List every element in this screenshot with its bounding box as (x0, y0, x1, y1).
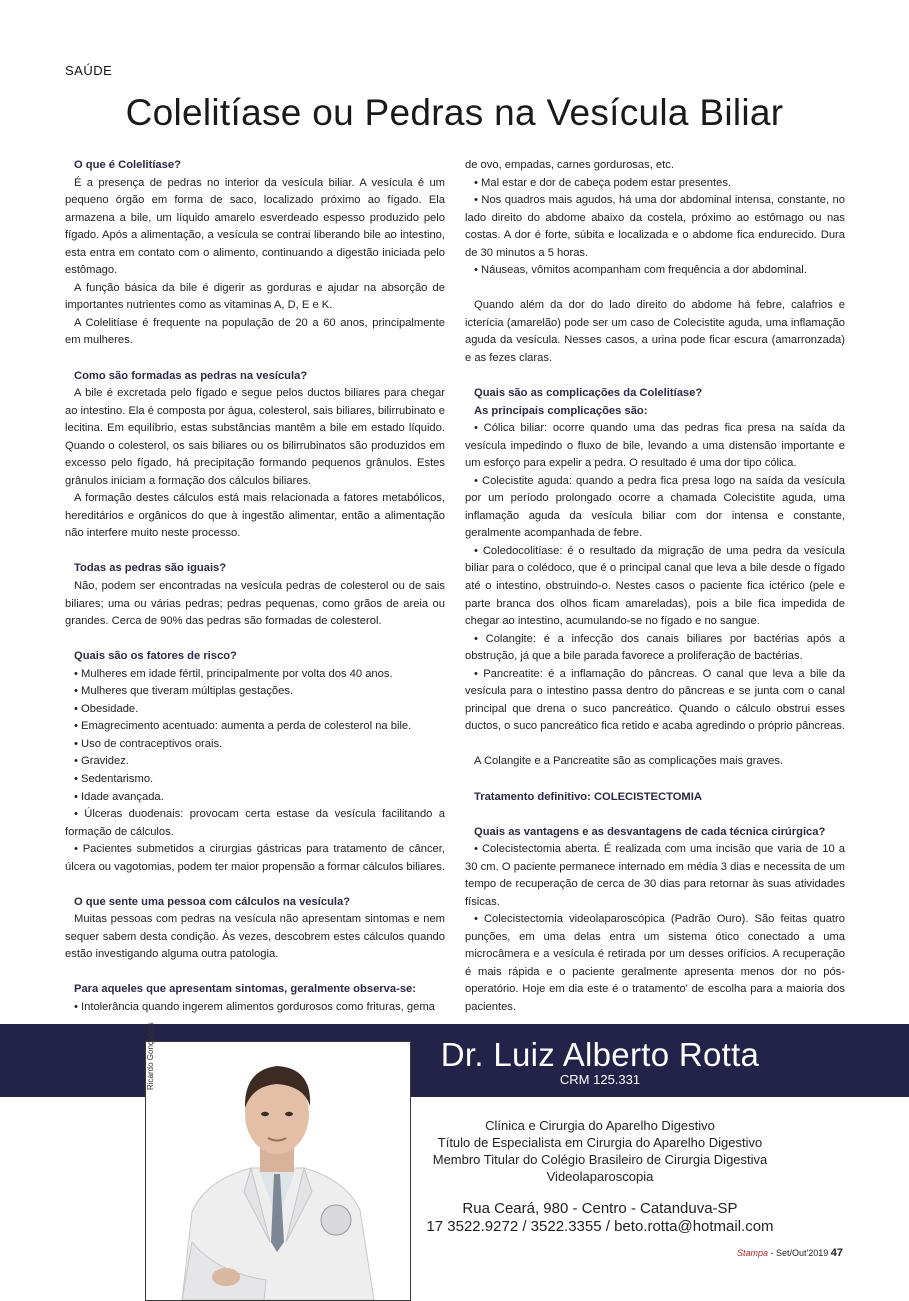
bullet-item: • Mulheres em idade fértil, principalmente por volta dos 40 anos. (74, 667, 393, 680)
doctor-portrait-illustration (146, 1042, 410, 1300)
paragraph: Não, podem ser encontradas na vesícula pedras de colesterol ou de sais biliares; uma ou várias pedras; pedras pequenas, como grãos de areia ou grandes. Cerca de 90% das pedras são formadas de colesterol. (65, 580, 445, 628)
paragraph: É a presença de pedras no interior da vesícula biliar. A vesícula é um pequeno órgão em forma de saco, localizado próximo ao fígado. Ela armazena a bile, um líquido amarelo esverdeado espesso produzido pelo fígado. Após a alimentação, a vesícula se contrai liberando bile ao intestino, esta entra em contato com o alimento, continuando a digestão iniciada pelo estômago. (65, 176, 445, 277)
bullet-item: • Uso de contraceptivos orais. (74, 737, 223, 750)
doctor-specialties (425, 1117, 775, 1185)
paragraph: A Colelitíase é frequente na população de 20 a 60 anos, principalmente em mulheres. (65, 316, 445, 347)
phone-email: 17 3522.9272 / 3522.3355 / beto.rotta@hotmail.com (426, 1218, 774, 1235)
heading-symptoms: O que sente uma pessoa com cálculos na vesícula? (74, 895, 351, 908)
bullet-item: • Pancreatite: é a inflamação do pâncreas. O canal que leva a bile da vesícula para o intestino passa dentro do pâncreas e se junta com o canal principal que drena o suco pancreático. Quando o cálculo obstrui esses ductos, o suco pancreático fica retido e acaba agredindo o próprio pâncreas. (465, 667, 845, 733)
doctor-crm: CRM 125.331 (559, 1072, 641, 1087)
paragraph: A bile é excretada pelo fígado e segue pelos ductos biliares para chegar ao intestino. Ela é composta por água, colesterol, sais biliares, bilirrubinato e lecitina. Em equilíbrio, estas substâncias mantêm a bile em estado líquido. Quando o colesterol, os sais biliares ou os bilirrubinatos são produzidos em excesso pelo fígado, há precipitação formando pequenos grânulos. Estes grânulos iniciam a formação dos cálculos biliares. (65, 387, 445, 487)
paragraph: Quando além da dor do lado direito do abdome há febre, calafrios e icterícia (amarelão) pode ser um caso de Colecistite aguda, uma inflamação aguda da vesícula. Nesses casos, a urina pode ficar escura (amarronzada) e as fezes claras. (465, 299, 845, 364)
bullet-item: • Pacientes submetidos a cirurgias gástricas para tratamento de câncer, úlcera ou vagotomias, podem ter maior propensão a formar cálculos biliares. (65, 843, 445, 873)
specialty-line: Clínica e Cirurgia do Aparelho Digestivo (485, 1118, 715, 1133)
bullet-item: • Colecistectomia aberta. É realizada com uma incisão que varia de 10 a 30 cm. O paciente permanece internado em média 3 dias e necessita de um tempo de recuperação de cerca de 30 dias para retornar às suas atividades físicas. (465, 843, 845, 908)
left-column (65, 157, 445, 1017)
heading-advantages: Quais as vantagens e as desvantagens de cada técnica cirúrgica? (474, 825, 826, 838)
heading-complications: Quais são as complicações da Colelitíase? (474, 387, 703, 400)
heading-symptom-list: Para aqueles que apresentam sintomas, geralmente observa-se: (74, 983, 416, 996)
bullet-item: • Idade avançada. (74, 790, 164, 803)
issue-date: - Set/Out'2019 (767, 1248, 831, 1258)
bullet-item: • Cólica biliar: ocorre quando uma das pedras fica presa na saída da vesícula impedindo o fluxo de bile, levando a uma distensão importante e um esforço para expelir a pedra. O resultado é uma dor tipo cólica. (465, 422, 845, 470)
bullet-item: • Obesidade. (74, 702, 139, 715)
bullet-item: • Colecistite aguda: quando a pedra fica presa logo na saída da vesícula por um período prolongado ocorre a chamada Colecistite aguda, uma inflamação aguda da vesícula biliar com dor intensa e constante, geralmente acompanhada de febre. (465, 474, 845, 540)
paragraph: A Colangite e a Pancreatite são as complicações mais graves. (474, 755, 784, 768)
address: Rua Ceará, 980 - Centro - Catanduva-SP (462, 1200, 738, 1217)
bullet-item: • Gravidez. (74, 755, 129, 768)
bullet-item: • Colecistectomia videolaparoscópica (Padrão Ouro). São feitas quatro punções, em uma delas entra um sistema ótico conectado a uma microcâmera e a vesícula é retirada por um desses orifícios. A recuperação é mais rápida e o paciente geralmente apresenta menos dor no pós-operatório. Hoje em dia este é o tratamento' de escolha para a maioria dos pacientes. (465, 913, 845, 1014)
bullet-item: • Mulheres que tiveram múltiplas gestações. (74, 685, 294, 698)
heading-formation: Como são formadas as pedras na vesícula? (74, 369, 308, 382)
doctor-contact (425, 1200, 775, 1236)
page-number: 47 (830, 1247, 843, 1259)
heading-risk-factors: Quais são os fatores de risco? (74, 650, 237, 663)
bullet-item: • Intolerância quando ingerem alimentos gordurosos como frituras, gema (74, 1001, 435, 1014)
bullet-item: • Coledocolitíase: é o resultado da migração de uma pedra da vesícula biliar para o colédoco, que é o principal canal que leva a bile desde o fígado até o intestino, obstruindo-o. Nestes casos o paciente fica ictérico (pele e parte branca dos olhos ficam amareladas), pois a bile fica impedida de chegar ao intestino, acumulando-se no fígado e no sangue. (465, 544, 845, 628)
doctor-photo (145, 1041, 411, 1301)
bullet-item: • Sedentarismo. (74, 773, 154, 785)
bullet-item: • Colangite: é a infecção dos canais biliares por bactérias após a obstrução, já que a bile parada favorece a proliferação de bactérias. (465, 632, 845, 663)
magazine-brand: Stampa (736, 1248, 768, 1258)
specialty-line: Videolaparoscopia (546, 1169, 654, 1184)
heading-what-is: O que é Colelitíase? (74, 159, 181, 171)
paragraph: A formação destes cálculos está mais relacionada a fatores metabólicos, hereditários e orgânicos do que à ingestão alimentar, então a alimentação não interfere muito neste processo. (65, 492, 445, 540)
right-column (465, 157, 845, 1017)
bullet-item: • Úlceras duodenais: provocam certa estase da vesícula facilitando a formação de cálculos. (65, 808, 445, 838)
paragraph: A função básica da bile é digerir as gorduras e ajudar na absorção de importantes nutrientes como as vitaminas A, D, E e K. (65, 281, 445, 312)
heading-treatment: Tratamento definitivo: COLECISTECTOMIA (474, 790, 702, 803)
heading-main-complications: As principais complicações são: (474, 404, 648, 417)
page-footer (737, 1247, 843, 1259)
bullet-item: • Emagrecimento acentuado: aumenta a perda de colesterol na bile. (74, 720, 412, 733)
doctor-name: Dr. Luiz Alberto Rotta (440, 1036, 760, 1073)
bullet-item: • Náuseas, vômitos acompanham com frequência a dor abdominal. (474, 264, 807, 277)
paragraph: Muitas pessoas com pedras na vesícula não apresentam sintomas e nem sequer sabem desta condição. Às vezes, descobrem estes cálculos quando estão investigando alguma outra patologia. (65, 913, 445, 961)
specialty-line: Título de Especialista em Cirurgia do Aparelho Digestivo (437, 1135, 763, 1150)
section-label: SAÚDE (65, 63, 113, 78)
bullet-item: • Nos quadros mais agudos, há uma dor abdominal intensa, constante, no lado direito do abdome abaixo da costela, próximo ao estômago ou nas costas. A dor é forte, súbita e localizada e o abdome fica endurecido. Dura de 30 minutos a 5 horas. (465, 194, 845, 259)
paragraph-continuation: de ovo, empadas, carnes gordurosas, etc. (465, 159, 674, 171)
photo-credit: Ricardo Gonçalves (146, 1022, 155, 1090)
heading-stones-equal: Todas as pedras são iguais? (74, 562, 227, 575)
article-title: Colelitíase ou Pedras na Vesícula Biliar (125, 92, 784, 133)
bullet-item: • Mal estar e dor de cabeça podem estar presentes. (474, 176, 732, 189)
specialty-line: Membro Titular do Colégio Brasileiro de Cirurgia Digestiva (432, 1152, 768, 1167)
